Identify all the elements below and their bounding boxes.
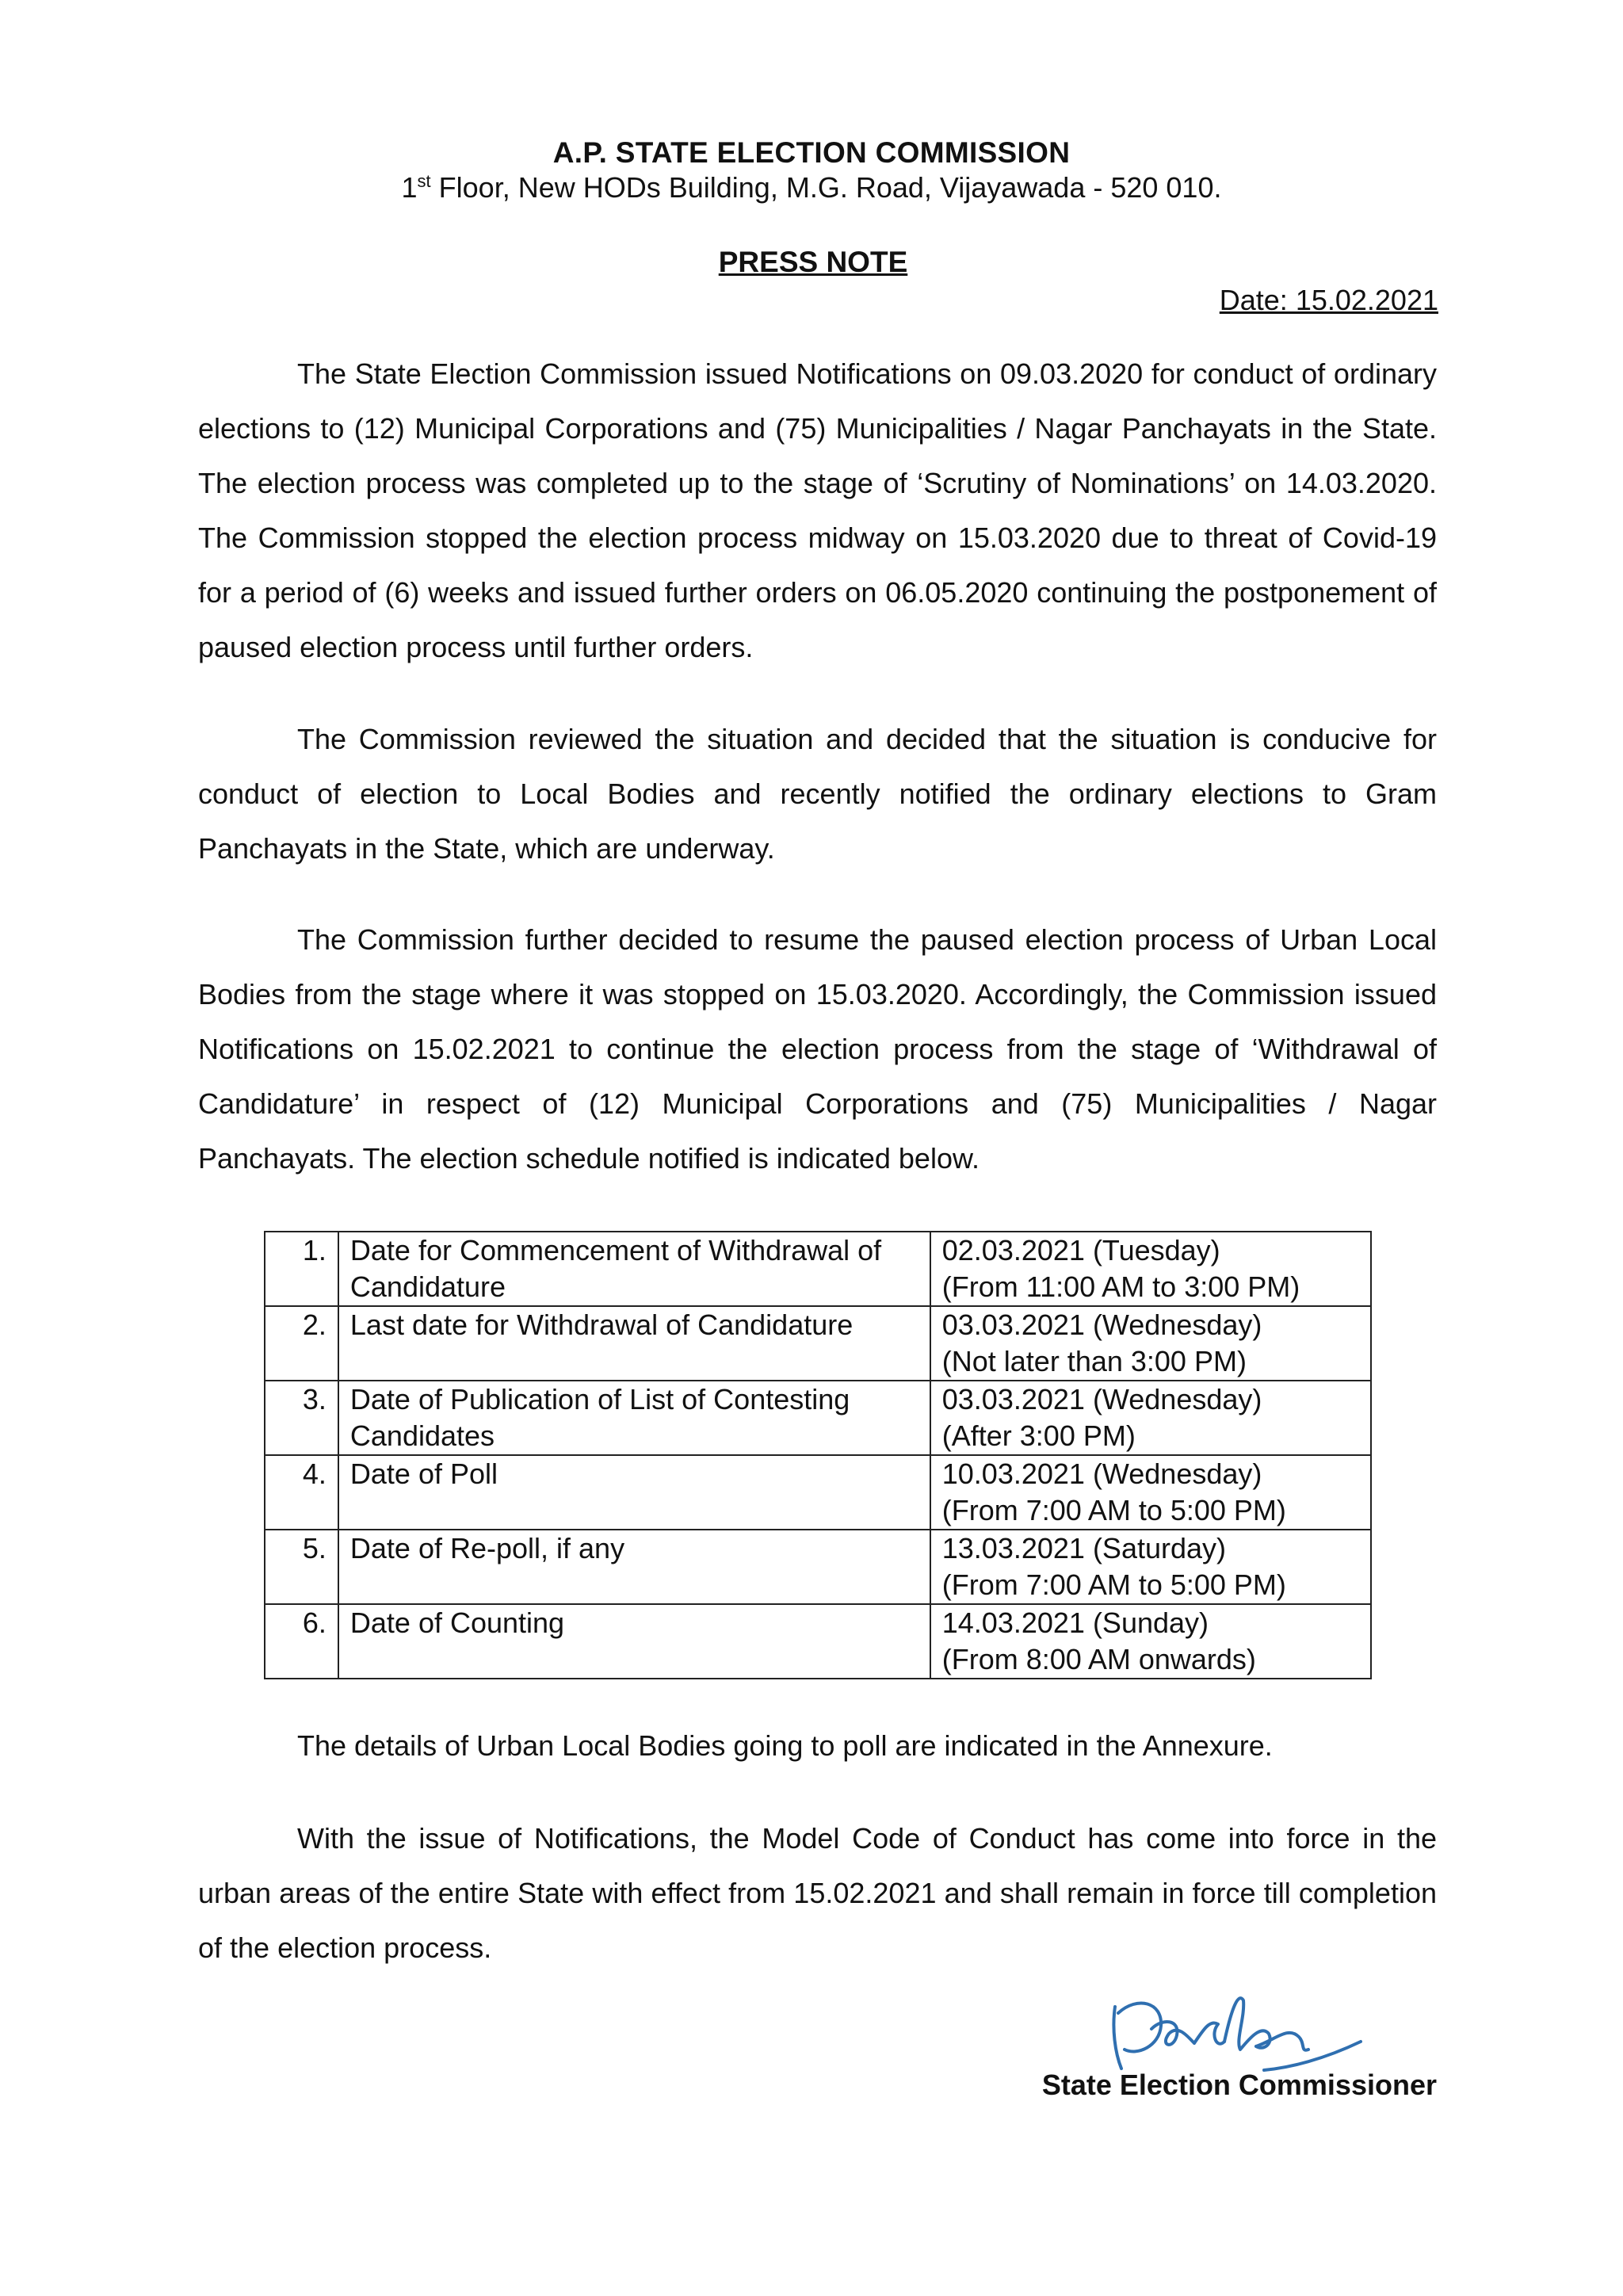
row-schedule (930, 1381, 1371, 1455)
row-number: 4. (265, 1455, 338, 1530)
row-schedule (930, 1530, 1371, 1604)
address-floor-number: 1 (401, 171, 418, 204)
row-number: 5. (265, 1530, 338, 1604)
row-schedule (930, 1232, 1371, 1306)
press-note-date: Date: 15.02.2021 (1219, 284, 1438, 316)
table-row (265, 1604, 1371, 1679)
row-event: Date for Commencement of Withdrawal of Candidature (338, 1232, 930, 1306)
row-date: 14.03.2021 (Sunday) (941, 1606, 1209, 1639)
signature-strokes (1113, 1998, 1361, 2070)
paragraph-background: The State Election Commission issued Notifications on 09.03.2020 for conduct of ordinary elections to (12) Municipal Corporations and (75) Municipalities / Nagar Panchayats in the State. The election process was completed up to the stage of ‘Scrutiny of Nominations’ on 14.03.2020. The Commission stopped the election process midway on 15.03.2020 due to threat of Covid-19 for a period of (6) weeks and issued further orders on 06.05.2020 continuing the postponement of paused election process until further orders. (198, 357, 1437, 663)
row-time: (After 3:00 PM) (941, 1419, 1136, 1452)
table-row (265, 1530, 1371, 1604)
signatory-designation: State Election Commissioner (1041, 2069, 1437, 2101)
paragraph-resumption: The Commission further decided to resume the paused election process of Urban Local Bodies from the stage where it was stopped on 15.03.2020. Accordingly, the Commission issued Notifications on 15.02.2021 to continue the election process from the stage of ‘Withdrawal of Candidature’ in respect of (12) Municipal Corporations and (75) Municipalities / Nagar Panchayats. The election schedule notified is indicated below. (198, 923, 1437, 1175)
election-schedule-table (264, 1231, 1372, 1679)
row-date: 10.03.2021 (Wednesday) (941, 1457, 1262, 1490)
row-time: (From 8:00 AM onwards) (941, 1643, 1256, 1675)
row-date: 03.03.2021 (Wednesday) (941, 1308, 1262, 1341)
row-event: Date of Re-poll, if any (338, 1530, 930, 1604)
table-row (265, 1232, 1371, 1306)
row-time: (From 7:00 AM to 5:00 PM) (941, 1494, 1286, 1526)
row-number: 1. (265, 1232, 338, 1306)
row-time: (From 7:00 AM to 5:00 PM) (941, 1568, 1286, 1601)
paragraph-model-code: With the issue of Notifications, the Model Code of Conduct has come into force in the urban areas of the entire State with effect from 15.02.2021 and shall remain in force till completion of the election process. (198, 1822, 1437, 1964)
row-date: 03.03.2021 (Wednesday) (941, 1383, 1262, 1415)
commission-title: A.P. STATE ELECTION COMMISSION (552, 136, 1071, 169)
press-note-heading: PRESS NOTE (718, 246, 908, 278)
row-number: 2. (265, 1306, 338, 1381)
row-number: 6. (265, 1604, 338, 1679)
paragraph-annexure: The details of Urban Local Bodies going to poll are indicated in the Annexure. (297, 1729, 1273, 1762)
address-text: Floor, New HODs Building, M.G. Road, Vijayawada - 520 010. (430, 171, 1222, 204)
row-number: 3. (265, 1381, 338, 1455)
row-event: Date of Publication of List of Contesting Candidates (338, 1381, 930, 1455)
paragraph-review: The Commission reviewed the situation and decided that the situation is conducive for conduct of election to Local Bodies and recently notified the ordinary elections to Gram Panchayats in the State, which are underway. (198, 723, 1437, 865)
row-schedule (930, 1306, 1371, 1381)
row-event: Last date for Withdrawal of Candidature (338, 1306, 930, 1381)
commission-address (0, 171, 1623, 204)
row-schedule (930, 1604, 1371, 1679)
table-row (265, 1455, 1371, 1530)
row-date: 13.03.2021 (Saturday) (941, 1532, 1227, 1564)
row-event: Date of Counting (338, 1604, 930, 1679)
row-time: (Not later than 3:00 PM) (941, 1345, 1247, 1377)
row-event: Date of Poll (338, 1455, 930, 1530)
row-date: 02.03.2021 (Tuesday) (941, 1234, 1220, 1266)
table-row (265, 1381, 1371, 1455)
signature-image (1106, 1973, 1391, 2076)
address-floor-suffix: st (417, 171, 431, 191)
table-row (265, 1306, 1371, 1381)
row-schedule (930, 1455, 1371, 1530)
row-time: (From 11:00 AM to 3:00 PM) (941, 1270, 1300, 1303)
